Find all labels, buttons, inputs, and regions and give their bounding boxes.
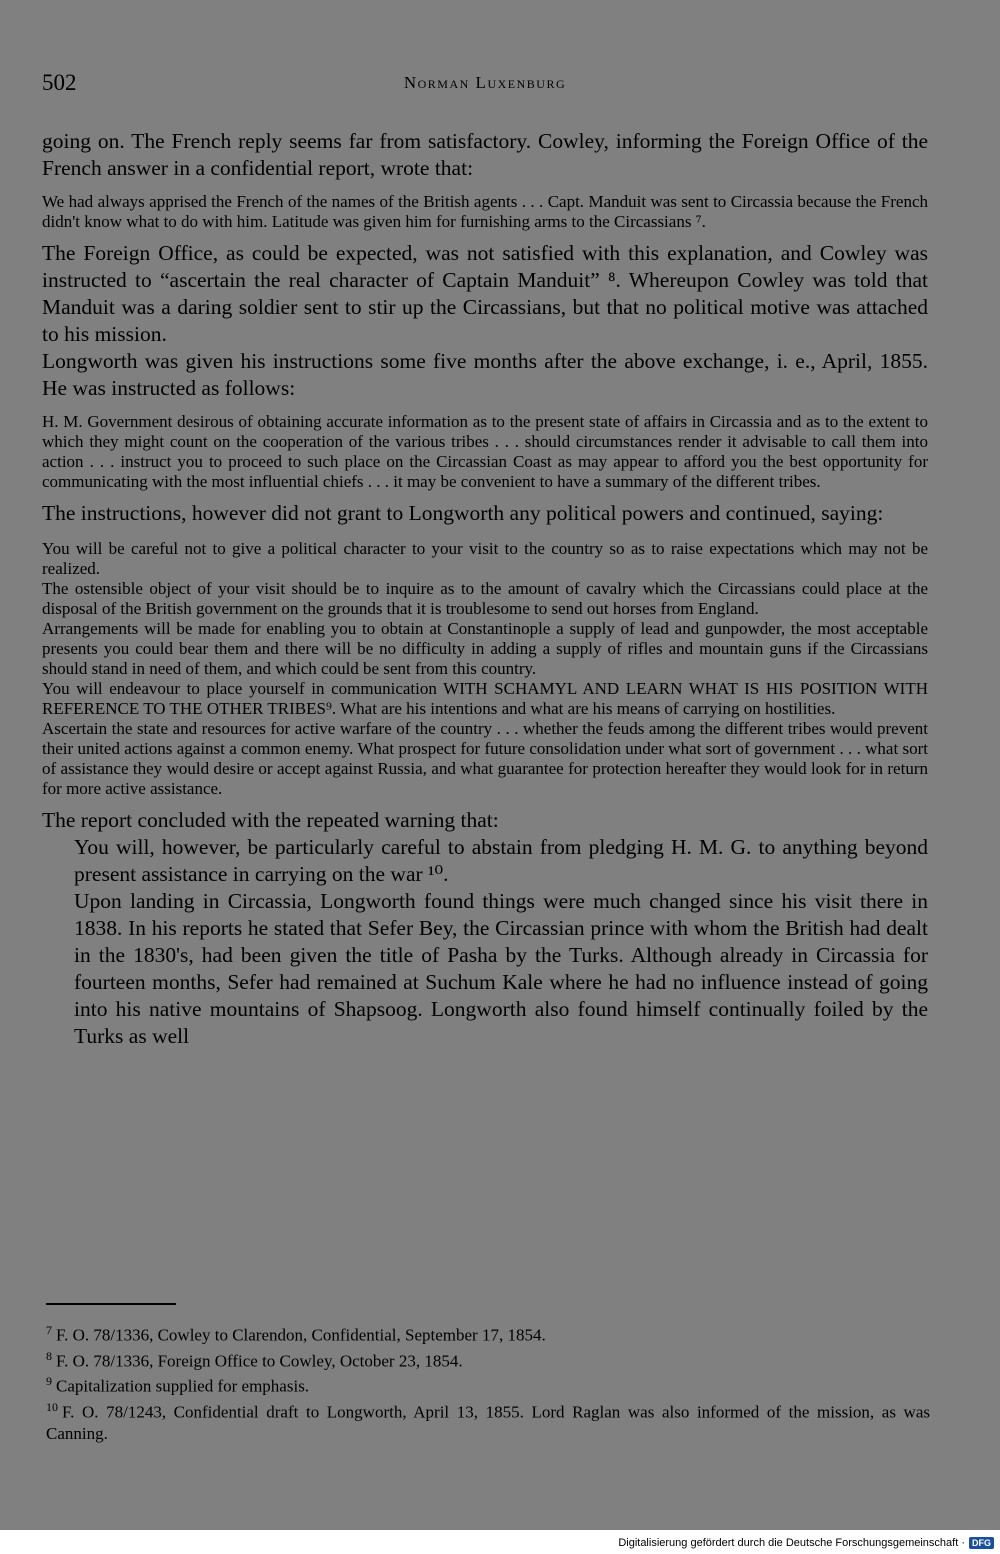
footnote-text: Capitalization supplied for emphasis. <box>56 1376 310 1396</box>
footnote-number: 9 <box>46 1374 52 1389</box>
footnote-text: F. O. 78/1243, Confidential draft to Longworth, April 13, 1855. Lord Raglan was also informed of the mission, as was Canning. <box>46 1402 930 1443</box>
credit-text: Digitalisierung gefördert durch die Deutsche Forschungsgemeinschaft · <box>618 1537 965 1549</box>
quote-paragraph: The ostensible object of your visit should be to inquire as to the amount of cavalry which the Circassians could place at the disposal of the British government on the grounds that it is troublesome to send out horses from England. <box>42 579 928 618</box>
paragraph: The report concluded with the repeated warning that: <box>42 808 499 832</box>
page-content <box>42 128 928 1050</box>
page-header <box>42 70 928 100</box>
footnote-number: 8 <box>46 1348 52 1363</box>
quote-paragraph: Arrangements will be made for enabling you to obtain at Constantinople a supply of lead and gunpowder, the most acceptable presents you could bear them and there will be no difficulty in adding a supply of rifles and mountain guns if the Circassians should stand in need of them, and which could be sent from this country. <box>42 619 928 678</box>
block-quote: We had always apprised the French of the names of the British agents . . . Capt. Manduit was sent to Circassia because the French didn't know what to do with him. Latitude was given him for furnishing arms to the Circassians ⁷. <box>42 192 928 231</box>
footnote-number: 7 <box>46 1323 52 1337</box>
footnote <box>46 1371 930 1397</box>
quote-paragraph: You will endeavour to place yourself in communication WITH SCHAMYL AND LEARN WHAT IS HIS POSITION WITH REFERENCE TO THE OTHER TRIBES⁹. What are his intentions and what are his means of carrying on hostilities. <box>42 679 928 718</box>
dfg-logo: DFG <box>969 1537 994 1549</box>
quote-paragraph: Ascertain the state and resources for active warfare of the country . . . whether the feuds among the different tribes would prevent their united actions against a common enemy. What prospect for future consolidation under what sort of government . . . what sort of assistance they would desire or accept against Russia, and what guarantee for protection hereafter they would look for in return for more active assistance. <box>42 719 928 798</box>
footnote-text: F. O. 78/1336, Foreign Office to Cowley, October 23, 1854. <box>56 1351 463 1371</box>
footnotes <box>46 1320 930 1444</box>
paragraph: Upon landing in Circassia, Longworth found things were much changed since his visit there in 1838. In his reports he stated that Sefer Bey, the Circassian prince with whom the British had dealt in the 1830's, had been given the title of Pasha by the Turks. Although already in Circassia for fourteen months, Sefer had remained at Suchum Kale where he had no influence instead of going into his native mountains of Shapsoog. Longworth also found himself continually foiled by the Turks as well <box>74 889 928 1048</box>
footnote-rule <box>46 1303 176 1305</box>
quote-paragraph: You will be careful not to give a political character to your visit to the country so as to raise expectations which may not be realized. <box>42 539 928 578</box>
footnote <box>46 1320 930 1346</box>
digitization-credit <box>618 1537 994 1549</box>
footnote-number: 10 <box>46 1399 58 1414</box>
paragraph: The instructions, however did not grant to Longworth any political powers and continued, saying: <box>42 501 884 525</box>
footnote <box>46 1397 930 1444</box>
footnote-text: F. O. 78/1336, Cowley to Clarendon, Confidential, September 17, 1854. <box>56 1325 546 1345</box>
footnote <box>46 1346 930 1372</box>
paragraph: Longworth was given his instructions some five months after the above exchange, i. e., April, 1855. He was instructed as follows: <box>42 349 928 400</box>
paragraph: going on. The French reply seems far from satisfactory. Cowley, informing the Foreign Office of the French answer in a confidential report, wrote that: <box>42 129 928 180</box>
paragraph: The Foreign Office, as could be expected, was not satisfied with this explanation, and Cowley was instructed to “ascertain the real character of Captain Manduit” ⁸. Whereupon Cowley was told that Manduit was a daring soldier sent to stir up the Circassians, but that no political motive was attached to his mission. <box>42 241 928 346</box>
page-number: 502 <box>42 70 77 95</box>
running-head: Norman Luxenburg <box>403 73 567 92</box>
instructions-quote <box>42 539 928 799</box>
block-quote: H. M. Government desirous of obtaining accurate information as to the present state of affairs in Circassia and as to the extent to which they might count on the cooperation of the various tribes . . . should circumstances render it advisable to call them into action . . . instruct you to proceed to such place on the Circassian Coast as may appear to afford you the best opportunity for communicating with the most influential chiefs . . . it may be convenient to have a summary of the different tribes. <box>42 412 928 491</box>
warning-quote: You will, however, be particularly careful to abstain from pledging H. M. G. to anything beyond present assistance in carrying on the war ¹⁰. <box>74 835 928 886</box>
